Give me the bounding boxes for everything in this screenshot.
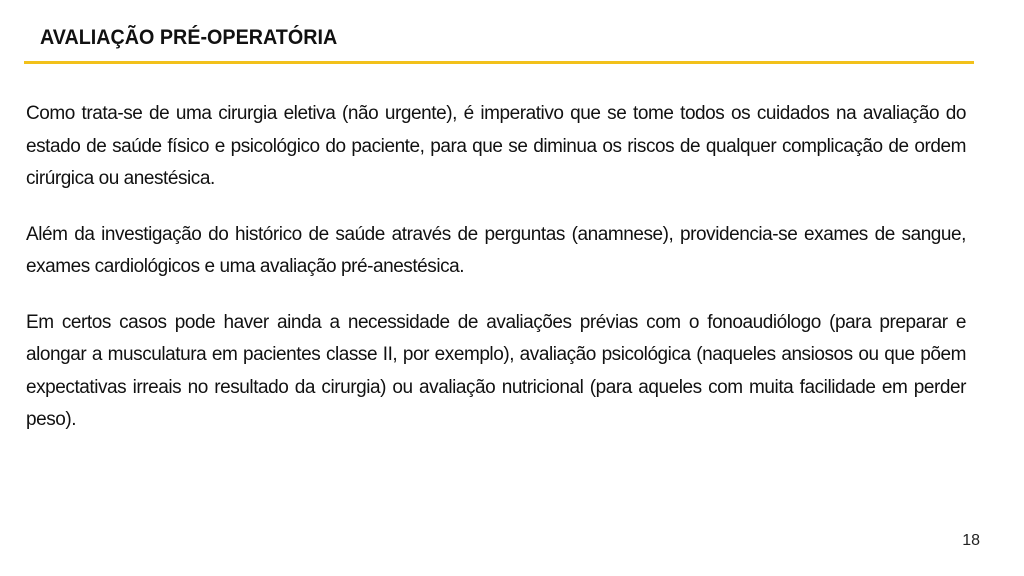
paragraph-special-cases: Em certos casos pode haver ainda a necessidade de avaliações prévias com o fonoaudiólogo (para preparar e alongar a musculatura em pacientes classe II, por exemplo), avaliação psicológica (naqueles ansiosos ou que põem expectativas irreais no resultado da cirurgia) ou avaliação nutricional (para aqueles com muita facilidade em perder peso).: [26, 311, 966, 430]
slide-title: AVALIAÇÃO PRÉ-OPERATÓRIA: [40, 26, 338, 49]
paragraph-intro: Como trata-se de uma cirurgia eletiva (não urgente), é imperativo que se tome todos os cuidados na avaliação do estado de saúde físico e psicológico do paciente, para que se diminua os riscos de qualquer complicação de ordem cirúrgica ou anestésica.: [26, 103, 966, 189]
title-underline: [24, 61, 974, 64]
slide-content: [26, 98, 966, 460]
paragraph-exams: Além da investigação do histórico de saúde através de perguntas (anamnese), providencia-se exames de sangue, exames cardiológicos e uma avaliação pré-anestésica.: [26, 223, 966, 277]
page-number: 18: [962, 532, 980, 549]
